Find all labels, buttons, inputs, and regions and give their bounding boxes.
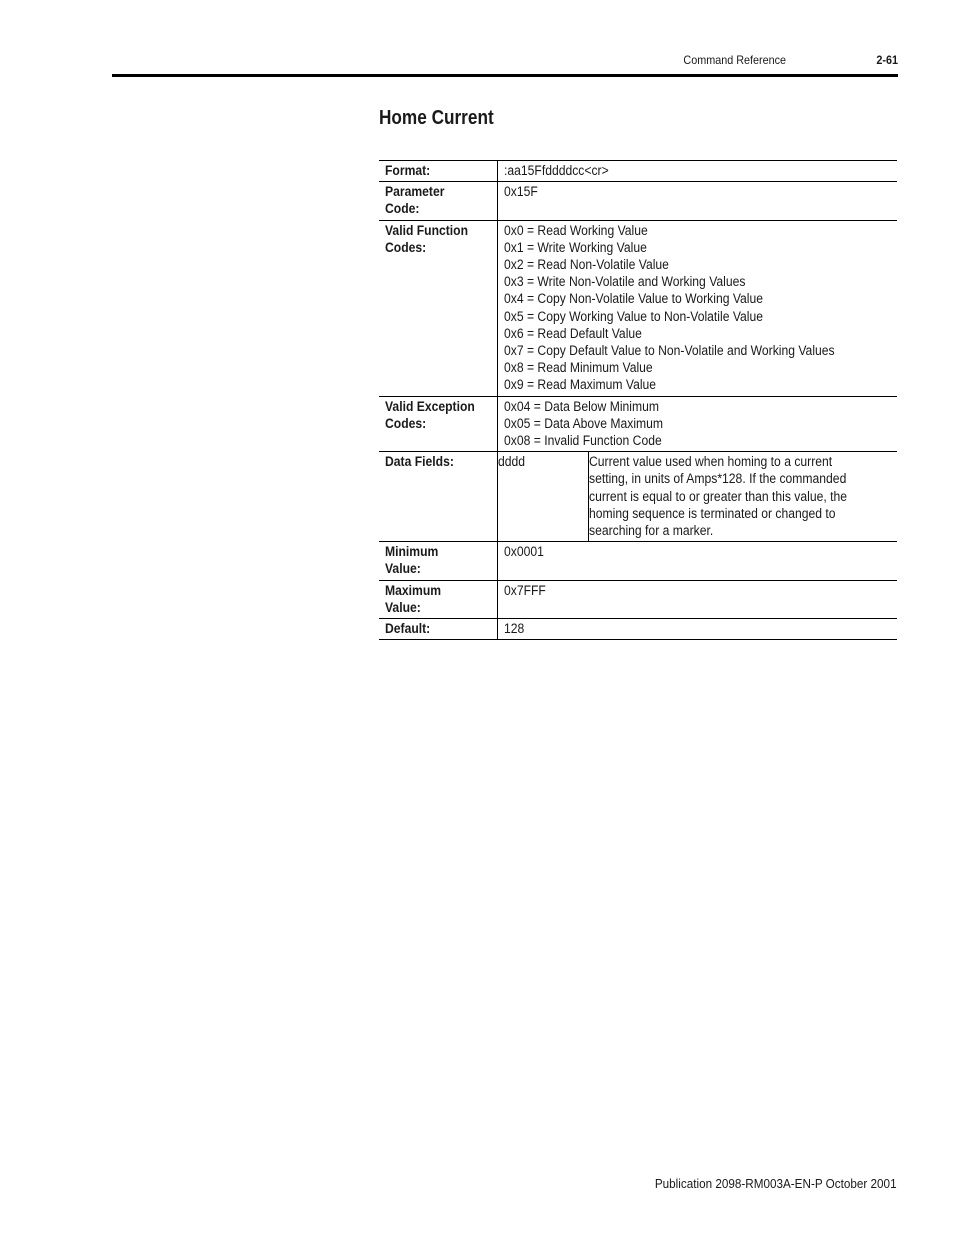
- function-code-line: 0x2 = Read Non-Volatile Value: [504, 257, 669, 273]
- function-code-line: 0x6 = Read Default Value: [504, 325, 642, 341]
- row-default: [379, 619, 897, 640]
- minimum-value-label: Minimum Value:: [379, 542, 498, 580]
- parameter-code-value: 0x15F: [498, 182, 898, 220]
- row-valid-exception-codes: [379, 396, 897, 452]
- exception-code-line: 0x08 = Invalid Function Code: [504, 433, 662, 449]
- valid-exception-codes-list: [498, 396, 898, 452]
- parameter-code-label: Parameter Code:: [379, 182, 498, 220]
- row-valid-function-codes: [379, 220, 897, 396]
- data-field-description: Current value used when homing to a current setting, in units of Amps*128. If the commanded current is equal to or greater than this value, the homing sequence is terminated or changed to searching for a marker.: [589, 452, 898, 542]
- exception-code-line: 0x05 = Data Above Maximum: [504, 415, 664, 431]
- valid-exception-codes-label: Valid Exception Codes:: [379, 396, 498, 452]
- maximum-value: 0x7FFF: [498, 580, 898, 618]
- row-data-fields: [379, 452, 897, 542]
- maximum-value-label: Maximum Value:: [379, 580, 498, 618]
- row-parameter-code: [379, 182, 897, 220]
- valid-function-codes-label: Valid Function Codes:: [379, 220, 498, 396]
- data-field-name: dddd: [498, 452, 589, 542]
- row-maximum-value: [379, 580, 897, 618]
- function-code-line: 0x9 = Read Maximum Value: [504, 377, 657, 393]
- row-format: [379, 161, 897, 182]
- function-code-line: 0x3 = Write Non-Volatile and Working Values: [504, 274, 746, 290]
- function-code-line: 0x8 = Read Minimum Value: [504, 360, 653, 376]
- minimum-value: 0x0001: [498, 542, 898, 580]
- page-header: [112, 50, 898, 77]
- data-fields-label: Data Fields:: [379, 452, 498, 542]
- publication-footer: Publication 2098-RM003A-EN-P October 2001: [655, 1176, 897, 1191]
- exception-code-line: 0x04 = Data Below Minimum: [504, 398, 659, 414]
- parameter-table: [379, 160, 897, 640]
- function-code-line: 0x4 = Copy Non-Volatile Value to Working Value: [504, 291, 764, 307]
- default-value: 128: [498, 619, 898, 640]
- function-code-line: 0x7 = Copy Default Value to Non-Volatile and Working Values: [504, 343, 835, 359]
- function-code-line: 0x1 = Write Working Value: [504, 239, 647, 255]
- header-section-title: Command Reference: [683, 53, 786, 67]
- format-label: Format:: [379, 161, 498, 182]
- default-label: Default:: [379, 619, 498, 640]
- row-minimum-value: [379, 542, 897, 580]
- function-code-line: 0x0 = Read Working Value: [504, 222, 648, 238]
- header-page-number: 2-61: [876, 53, 898, 67]
- page-title: Home Current: [379, 107, 494, 129]
- format-value: :aa15Ffddddcc<cr>: [498, 161, 898, 182]
- function-code-line: 0x5 = Copy Working Value to Non-Volatile Value: [504, 308, 764, 324]
- valid-function-codes-list: [498, 220, 898, 396]
